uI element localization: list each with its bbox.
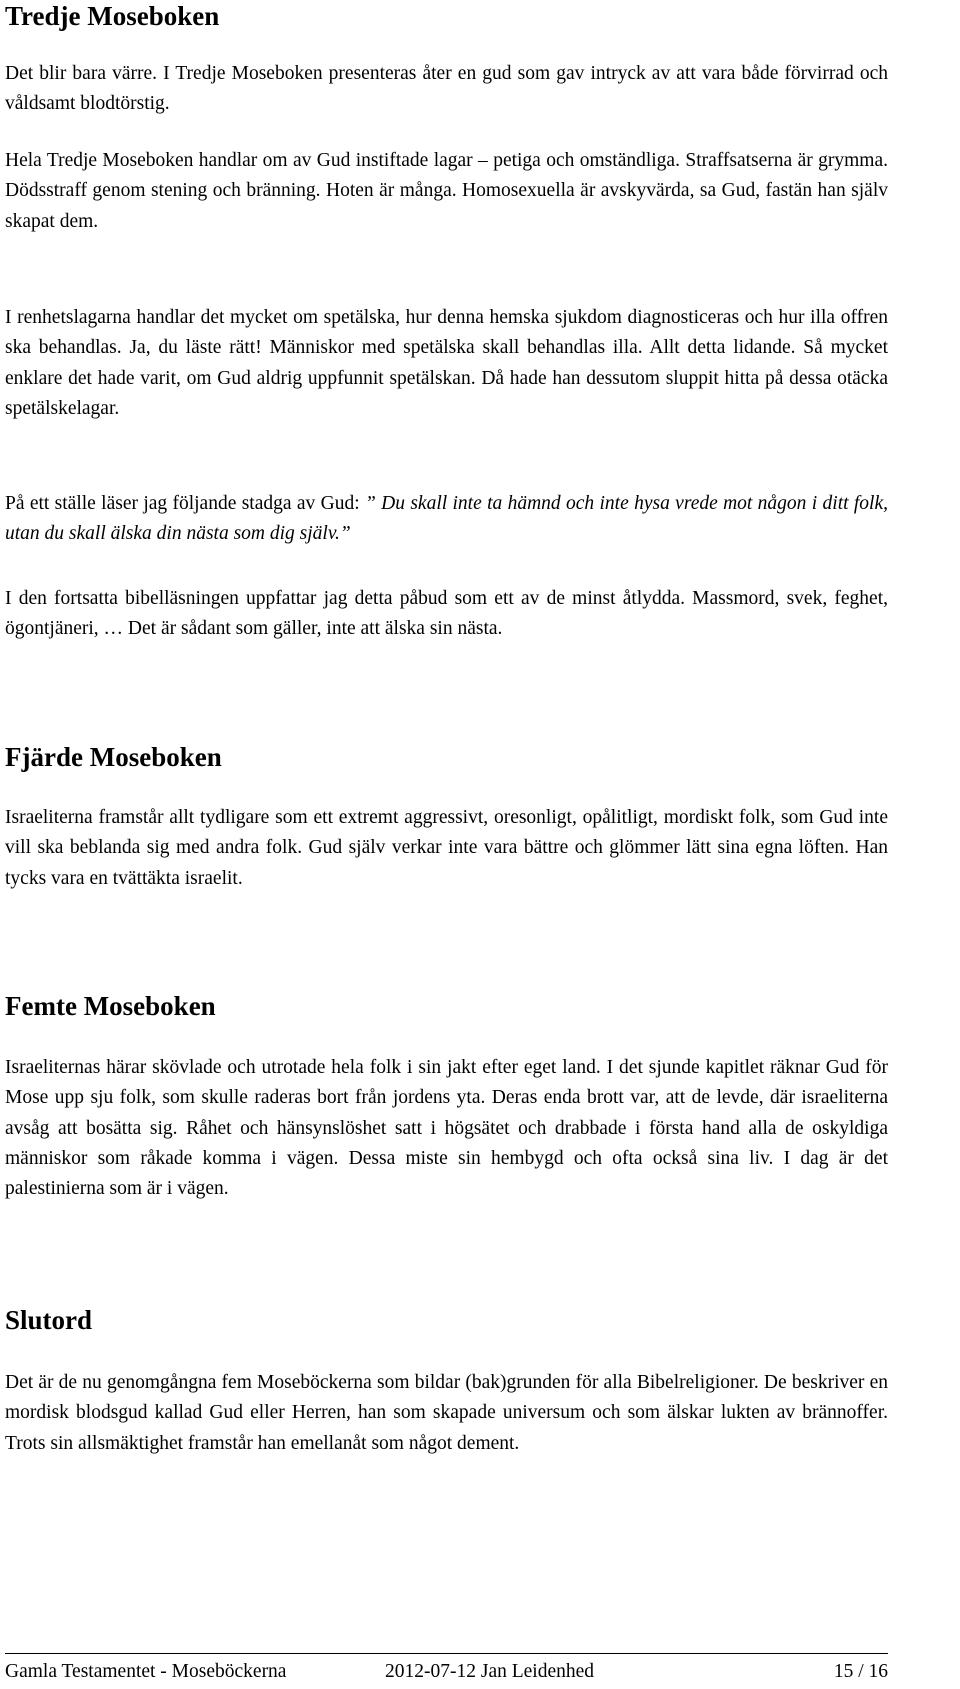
footer-divider <box>5 1653 888 1654</box>
paragraph: Det blir bara värre. I Tredje Moseboken presenteras åter en gud som gav intryck av att vara både förvirrad och våldsamt blodtörstig. <box>5 63 888 115</box>
footer-date-author: 2012-07-12 Jan Leidenhed <box>385 1661 595 1682</box>
quote-paragraph <box>5 489 888 550</box>
paragraph: I renhetslagarna handlar det mycket om spetälska, hur denna hemska sjukdom diagnosticeras och hur illa offren ska behandlas. Ja, du läste rätt! Människor med spetälska skall behandlas illa. Allt detta lidande. Så mycket enklare det hade varit, om Gud aldrig uppfunnit spetälskan. Då hade han dessutom sluppit hitta på dessa otäcka spetälskelagar. <box>5 307 888 419</box>
paragraph: Israeliterna framstår allt tydligare som ett extremt aggressivt, oresonligt, opålitligt, mordiskt folk, som Gud inte vill ska beblanda sig med andra folk. Gud själv verkar inte vara bättre och glömmer lätt sina egna löften. Han tycks vara en tvättäkta israelit. <box>5 807 888 889</box>
paragraph: Det är de nu genomgångna fem Moseböckerna som bildar (bak)grunden för alla Bibelreligioner. De beskriver en mordisk blodsgud kallad Gud eller Herren, han som skapade universum och som älskar lukten av brännoffer. Trots sin allsmäktighet framstår han emellanåt som något dement. <box>5 1372 888 1454</box>
quote-lead-text: På ett ställe läser jag följande stadga av Gud: <box>5 493 365 514</box>
paragraph: Israeliternas härar skövlade och utrotade hela folk i sin jakt efter eget land. I det sjunde kapitlet räknar Gud för Mose upp sju folk, som skulle raderas bort från jordens yta. Deras enda brott var, att de levde, där israeliterna avsåg att bosätta sig. Råhet och hänsynslöshet satt i högsätet och drabbade i första hand alla de oskyldiga människor som råkade komma i vägen. Dessa miste sin hembygd och ofta också sina liv. I dag är det palestinierna som är i vägen. <box>5 1057 888 1200</box>
page-footer <box>5 1658 888 1686</box>
paragraph: Hela Tredje Moseboken handlar om av Gud instiftade lagar – petiga och omständliga. Straffsatserna är grymma. Dödsstraff genom stening och bränning. Hoten är många. Homosexuella är avskyvärda, sa Gud, fastän han själv skapat dem. <box>5 150 888 232</box>
section-heading-fjarde-moseboken: Fjärde Moseboken <box>5 742 222 772</box>
paragraph: I den fortsatta bibelläsningen uppfattar jag detta påbud som ett av de minst åtlydda. Massmord, svek, feghet, ögontjäneri, … Det är sådant som gäller, inte att älska sin nästa. <box>5 588 888 640</box>
section-heading-tredje-moseboken: Tredje Moseboken <box>5 1 220 31</box>
footer-document-title: Gamla Testamentet - Moseböckerna <box>5 1661 287 1682</box>
footer-page-number: 15 / 16 <box>833 1661 888 1682</box>
section-heading-femte-moseboken: Femte Moseboken <box>5 991 216 1021</box>
scripture-quote: ” Du skall inte ta hämnd och inte hysa vrede mot någon i ditt folk, utan du skall älska din nästa som dig själv.” <box>5 493 888 545</box>
section-heading-slutord: Slutord <box>5 1305 93 1335</box>
